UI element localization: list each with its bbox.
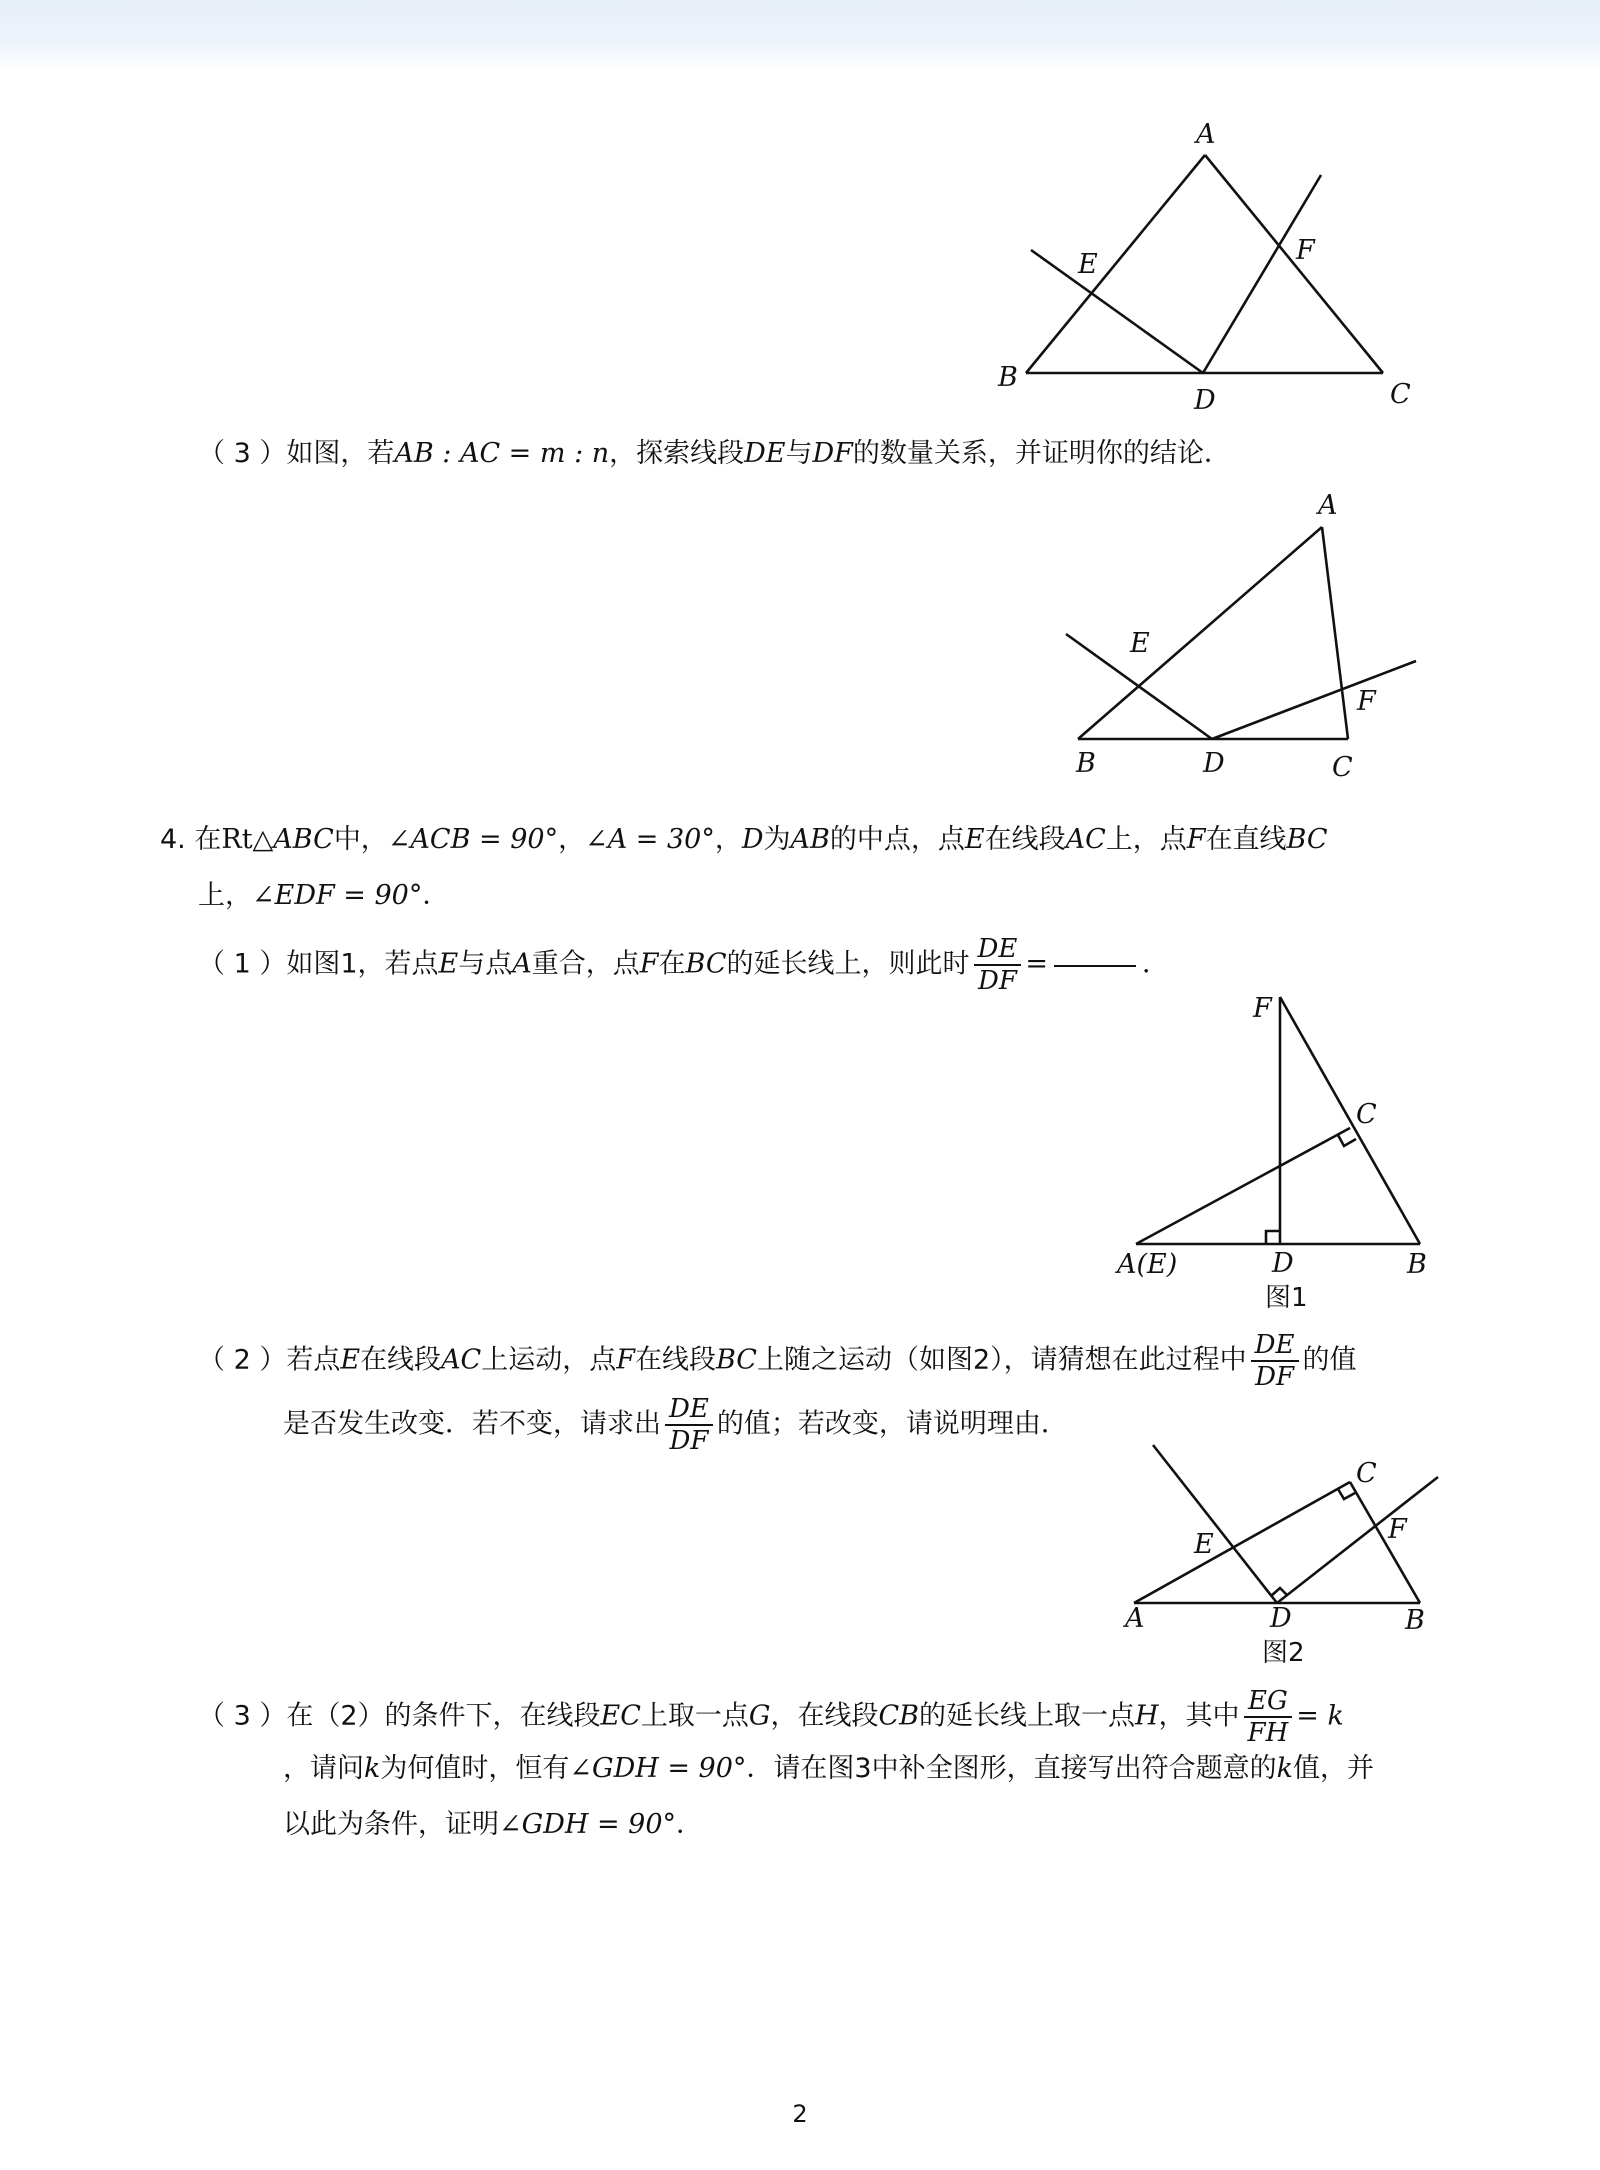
label-D: D [1270, 1603, 1292, 1634]
label-A: A [1318, 490, 1338, 521]
problem-number: 4. [160, 824, 186, 855]
right-angle-C [1338, 1489, 1355, 1499]
label-C: C [1332, 752, 1353, 783]
right-angle-D [1271, 1588, 1287, 1596]
label-B: B [1407, 1249, 1427, 1280]
label-C: C [1356, 1458, 1377, 1489]
seg-AC [1134, 1482, 1350, 1603]
page-number: 2 [792, 2100, 808, 2128]
label-D: D [1194, 385, 1216, 416]
fraction-eg-fh: $\frac{EG}{FH}$ [1244, 1686, 1293, 1748]
figure-1-caption: 图1 [1265, 1283, 1308, 1313]
label-E: E [1078, 249, 1098, 280]
label-B: B [1076, 748, 1096, 779]
label-C: C [1390, 379, 1411, 410]
q3-text: （ 3 ）如图，若AB : AC = m : n，探索线段DE与DF的数量关系，并证明你的结论． [198, 438, 1231, 469]
label-E: E [1130, 628, 1150, 659]
fraction-de-df: $\frac{DE}{DF}$ [1251, 1330, 1299, 1392]
label-D: D [1272, 1248, 1294, 1279]
problem4-line2: 上，∠EDF = 90°． [198, 880, 450, 911]
label-A: A [1196, 119, 1216, 150]
label-F: F [1357, 686, 1376, 717]
label-A: A [1125, 1603, 1145, 1634]
part1-text: （ 1 ）如图1，若点E与点A重合，点F在BC的延长线上，则此时 $\frac{DE}{DF}$ = ． [198, 934, 1169, 996]
fraction-de-df: $\frac{DE}{DF}$ [974, 934, 1022, 996]
label-AE: A(E) [1117, 1249, 1178, 1280]
label-E: E [1194, 1529, 1214, 1560]
part2-line2: 是否发生改变．若不变，请求出 $\frac{DE}{DF}$ 的值；若改变，请说明理由． [283, 1394, 1068, 1456]
label-B: B [998, 362, 1018, 393]
label-F: F [1388, 1514, 1407, 1545]
label-F: F [1253, 993, 1272, 1024]
label-F: F [1296, 235, 1315, 266]
part3-line1: （ 3 ）在（2）的条件下，在线段EC上取一点G，在线段CB的延长线上取一点H，其中 $\frac{EG}{FH}$ = k [198, 1686, 1344, 1748]
label-C: C [1356, 1099, 1377, 1130]
label-D: D [1203, 748, 1225, 779]
label-B: B [1405, 1605, 1425, 1636]
figure-2-caption: 图2 [1262, 1638, 1305, 1668]
part2-line1: （ 2 ）若点E在线段AC上运动，点F在线段BC上随之运动（如图2），请猜想在此过程中 $\frac{DE}{DF}$ 的值 [198, 1330, 1357, 1392]
part3-line3: 以此为条件，证明∠GDH = 90°． [283, 1809, 704, 1840]
fraction-de-df: $\frac{DE}{DF}$ [665, 1394, 713, 1456]
part3-line2: ，请问k为何值时，恒有∠GDH = 90°．请在图3中补全图形，直接写出符合题意的k值，并 [283, 1753, 1374, 1784]
problem4-line1: 4. 在Rt△ABC中，∠ACB = 90°，∠A = 30°，D为AB的中点，点E在线段AC上，点F在直线BC [160, 824, 1328, 855]
line-DE [1153, 1445, 1277, 1603]
